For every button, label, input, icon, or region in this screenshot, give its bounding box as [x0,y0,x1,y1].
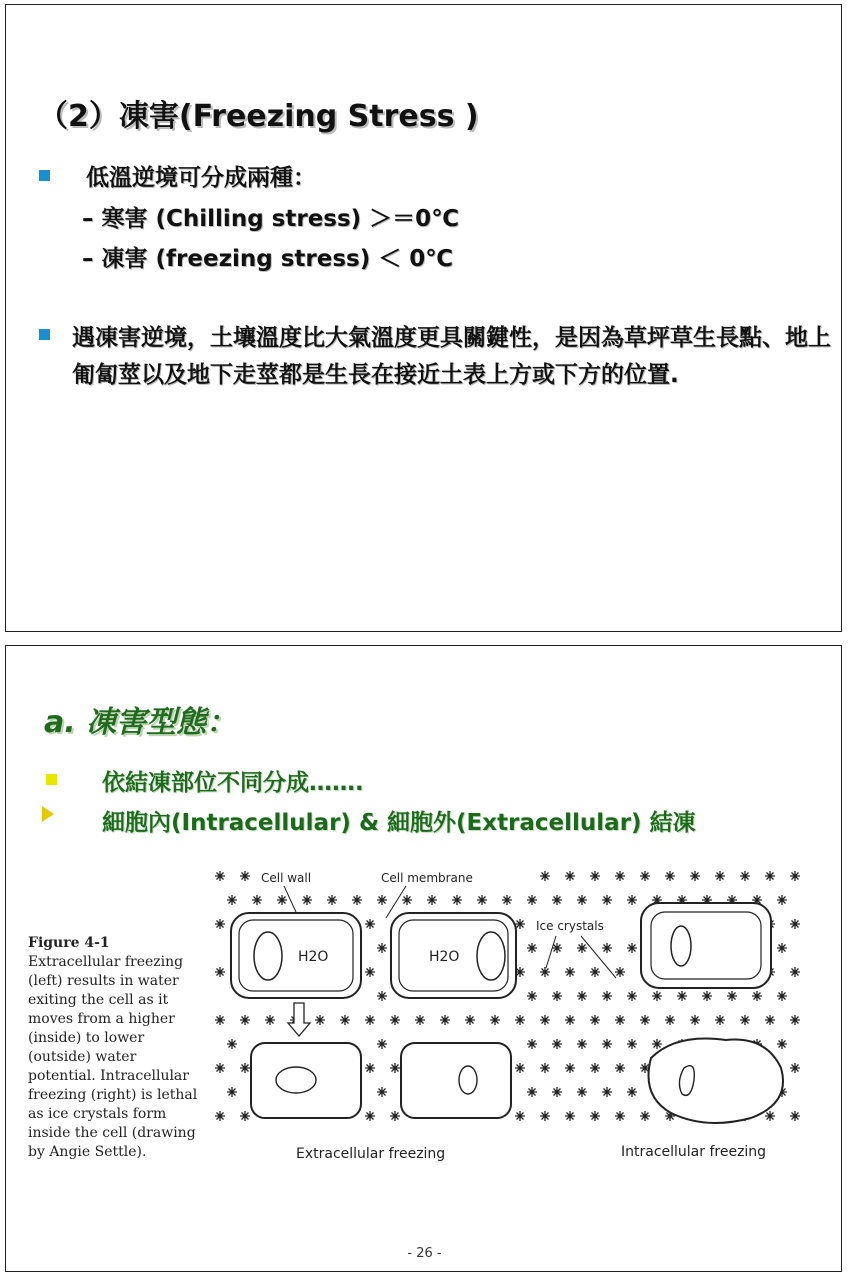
ice-crystal-icon [602,1087,612,1097]
ice-crystal-icon [627,895,637,905]
ice-crystal-icon [240,1111,250,1121]
ice-crystal-icon [540,1063,550,1073]
bullet-soil-temperature: 遇凍害逆境，土壤溫度比大氣溫度更具關鍵性，是因為草坪草生長點、地上匍匐莖以及地下走莖都是生長在接近土表上方或下方的位置. [72,325,831,388]
ice-crystal-icon [502,895,512,905]
ice-crystal-icon [665,1015,675,1025]
ice-crystal-icon [777,991,787,1001]
ice-crystal-icon [540,1111,550,1121]
bullet-square-icon [46,774,57,785]
ice-crystal-icon [740,871,750,881]
ice-crystal-icon [365,1015,375,1025]
ice-crystal-icon [790,1063,800,1073]
ice-crystal-icon [565,1063,575,1073]
intracellular-label: Intracellular freezing [621,1144,767,1160]
ice-crystal-icon [477,895,487,905]
ice-crystal-icon [602,943,612,953]
ice-crystal-icon [565,1015,575,1025]
ice-crystal-icon [640,1111,650,1121]
ice-crystal-icon [615,1063,625,1073]
ice-crystal-icon [677,991,687,1001]
slide-1-title: （2）凍害(Freezing Stress ) [38,99,479,134]
ice-crystal-icon [690,871,700,881]
ice-crystal-icon [577,895,587,905]
ice-crystal-icon [227,1087,237,1097]
ice-crystal-icon [727,991,737,1001]
ice-crystal-icon [390,1111,400,1121]
ice-crystal-icon [640,871,650,881]
ice-crystal-icon [215,919,225,929]
bullet-square-icon [39,329,50,340]
ice-crystal-icon [302,895,312,905]
ice-crystal-icon [402,895,412,905]
ice-crystal-icon [377,1039,387,1049]
ice-crystal-icon [715,871,725,881]
ice-crystal-icon [377,1087,387,1097]
ice-crystal-icon [365,1063,375,1073]
ice-crystal-icon [415,1015,425,1025]
sub-bullet-freezing: – 凍害 (freezing stress) ＜ 0℃ [82,246,454,272]
ice-crystal-icon [427,895,437,905]
ice-crystal-icon [215,1063,225,1073]
ice-crystal-icon [765,1015,775,1025]
ice-crystal-icon [777,1039,787,1049]
ice-crystal-icon [565,871,575,881]
ice-crystal-icon [552,1087,562,1097]
ice-crystal-icon [515,1063,525,1073]
ice-crystal-icon [627,991,637,1001]
freezing-diagram [206,868,806,1168]
ice-crystal-icon [765,1111,775,1121]
ice-crystal-icon [240,871,250,881]
ice-crystal-icon [252,895,262,905]
ice-crystal-icon [602,991,612,1001]
ice-crystal-icon [577,1087,587,1097]
ice-crystal-icon [215,1015,225,1025]
ice-crystal-icon [352,895,362,905]
ice-crystal-icon [340,1015,350,1025]
ice-crystal-icon [227,895,237,905]
ice-crystal-icon [565,967,575,977]
ice-crystal-icon [640,1015,650,1025]
ice-crystal-icon [552,895,562,905]
ice-crystal-icon [565,1111,575,1121]
ice-crystal-icon [702,991,712,1001]
ice-crystal-icon [602,895,612,905]
cell-wall-shape [231,913,361,998]
ice-crystal-icon [540,871,550,881]
ice-crystal-icon [240,1063,250,1073]
ice-crystal-icon [527,991,537,1001]
figure-caption-text: Extracellular freezing (left) results in water exiting the cell as it moves from a higher (inside) to lower (outside) water potential. Intracellular freezing (right) is lethal as ice crystals form inside the cell (drawing by Angie Settle). [28,954,198,1160]
page-number: - 26 - [407,1246,442,1261]
ice-crystal-icon [652,1039,662,1049]
ice-crystal-icon [527,943,537,953]
ice-crystal-icon [590,1111,600,1121]
ice-crystal-icon [740,1015,750,1025]
ice-crystal-icon [527,895,537,905]
extracellular-label: Extracellular freezing [296,1146,446,1162]
sub-bullet-chilling: – 寒害 (Chilling stress) ＞＝0℃ [82,206,460,232]
ice-crystal-icon [490,1015,500,1025]
ice-crystal-icon [752,991,762,1001]
freezing-illustration [206,868,806,1168]
ice-crystal-icon [215,1111,225,1121]
ice-crystal-icon [390,1015,400,1025]
ice-crystal-icon [627,1087,637,1097]
ice-crystal-icon [790,919,800,929]
ice-crystal-icon [790,871,800,881]
slide-2 [5,645,842,1272]
figure-number: Figure 4-1 [28,935,110,951]
ice-crystal-icon [327,895,337,905]
ice-crystal-icon [215,967,225,977]
ice-crystal-icon [615,1015,625,1025]
ice-crystal-icon [615,967,625,977]
ice-crystal-icon [577,1039,587,1049]
ice-crystals-label: Ice crystals [536,919,604,933]
ice-crystal-icon [465,1015,475,1025]
ice-crystal-icon [277,895,287,905]
ice-crystal-icon [365,1111,375,1121]
ice-crystal-icon [590,1063,600,1073]
ice-crystal-icon [540,1015,550,1025]
ice-crystal-icon [590,871,600,881]
bullet-square-icon [39,170,50,181]
ice-crystal-icon [265,1015,275,1025]
bullet-freeze-location: 依結凍部位不同分成……. [102,770,364,796]
ice-crystal-icon [577,991,587,1001]
slide-1 [5,4,842,632]
damaged-cell-shape [649,1038,784,1122]
ice-crystal-icon [690,1015,700,1025]
bullet-arrow-icon [42,806,54,822]
ice-crystal-icon [765,871,775,881]
ice-crystal-icon [515,1015,525,1025]
slide-2-title: a. 凍害型態： [44,705,237,740]
ice-crystal-icon [377,895,387,905]
ice-crystal-icon [515,1111,525,1121]
ice-crystal-icon [615,871,625,881]
ice-crystal-icon [577,943,587,953]
ice-crystal-icon [365,967,375,977]
bullet-low-temp-types: 低溫逆境可分成兩種： [86,165,316,191]
ice-crystal-icon [790,967,800,977]
ice-crystal-icon [665,871,675,881]
ice-crystal-icon [315,1015,325,1025]
figure-caption [28,934,208,1162]
ice-crystal-icon [715,1015,725,1025]
cell-membrane-label: Cell membrane [381,871,473,885]
ice-crystal-icon [552,1039,562,1049]
ice-crystal-icon [377,991,387,1001]
cell-wall-label: Cell wall [261,871,312,885]
h2o-label-1: H2O [298,949,329,965]
h2o-label-2: H2O [429,949,460,965]
ice-crystal-icon [615,1111,625,1121]
ice-crystal-icon [240,1015,250,1025]
ice-crystal-icon [377,943,387,953]
ice-crystal-icon [215,871,225,881]
ice-crystal-icon [540,967,550,977]
ice-crystal-icon [652,991,662,1001]
ice-crystal-icon [590,1015,600,1025]
ice-crystal-icon [627,943,637,953]
ice-crystal-icon [790,1015,800,1025]
ice-crystal-icon [777,943,787,953]
ice-crystal-icon [440,1015,450,1025]
ice-crystal-icon [590,967,600,977]
bullet-intra-extra: 細胞內(Intracellular) & 細胞外(Extracellular) 結凍 [102,810,696,836]
ice-crystal-icon [552,991,562,1001]
ice-crystal-icon [527,1087,537,1097]
ice-crystal-icon [390,1063,400,1073]
ice-crystal-icon [227,1039,237,1049]
ice-crystal-icon [777,895,787,905]
ice-crystal-icon [790,1111,800,1121]
ice-crystal-icon [602,1039,612,1049]
ice-crystal-icon [365,919,375,929]
ice-crystal-icon [627,1039,637,1049]
ice-crystal-icon [452,895,462,905]
ice-crystal-icon [527,1039,537,1049]
